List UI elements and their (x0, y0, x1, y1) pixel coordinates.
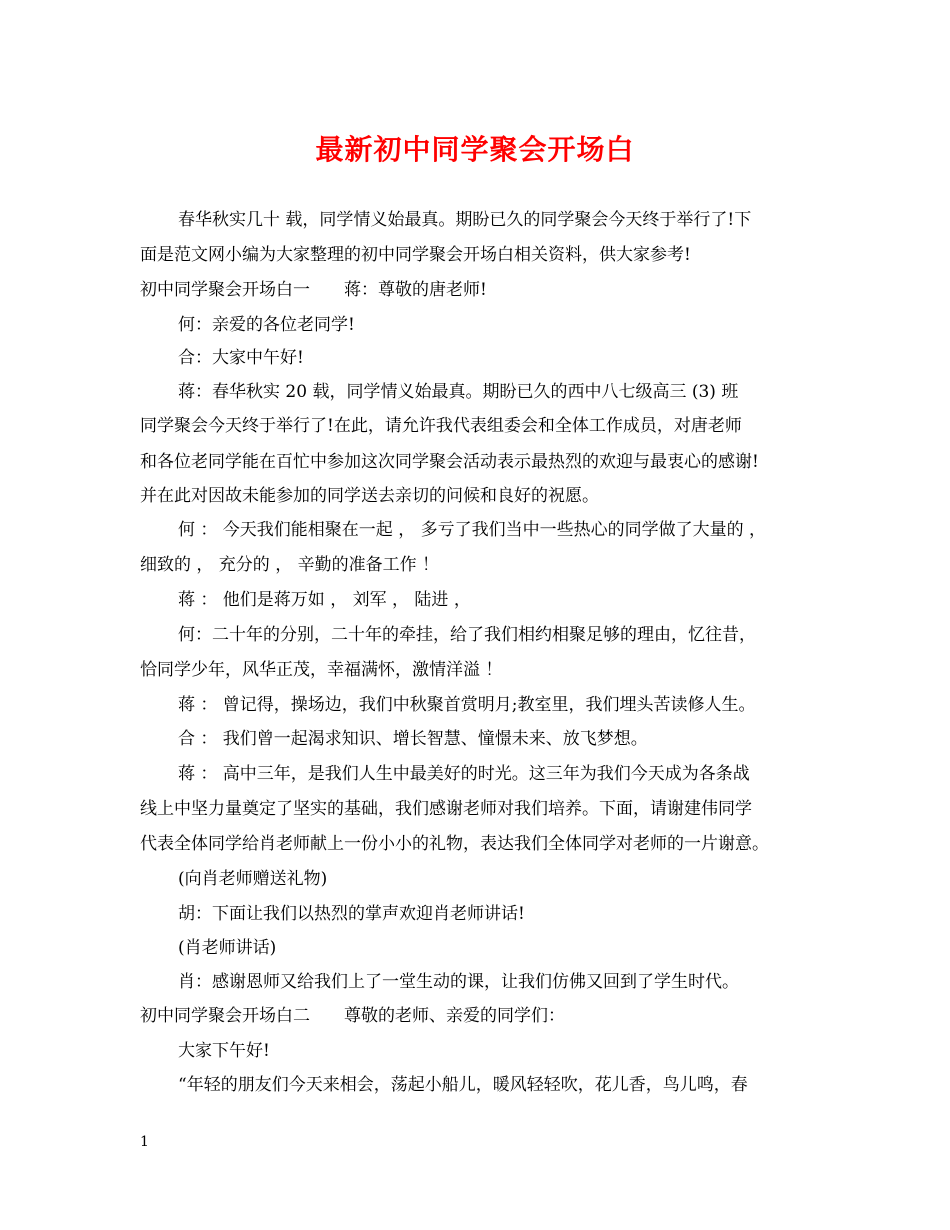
text-line: 和各位老同学能在百忙中参加这次同学聚会活动表示最热烈的欢迎与最衷心的感谢! (140, 452, 759, 472)
text-line: 蒋 ： 曾记得，操场边，我们中秋聚首赏明月;教室里，我们埋头苦读修人生。 (178, 695, 756, 715)
page-number: 1 (140, 1134, 149, 1150)
text-line: 初中同学聚会开场白一 蒋：尊敬的唐老师! (140, 280, 487, 300)
text-line: 恰同学少年，风华正茂，幸福满怀，激情洋溢 ！ (140, 660, 503, 680)
text-line: (向肖老师赠送礼物) (178, 869, 328, 889)
text-line: 何：二十年的分别，二十年的牵挂，给了我们相约相聚足够的理由，忆往昔， (178, 625, 756, 645)
text-line: 初中同学聚会开场白二 尊敬的老师、亲爱的同学们： (140, 1006, 565, 1026)
text-line: 面是范文网小编为大家整理的初中同学聚会开场白相关资料，供大家参考! (140, 245, 691, 265)
text-line: 肖：感谢恩师又给我们上了一堂生动的课，让我们仿佛又回到了学生时代。 (178, 972, 739, 992)
text-line: 胡：下面让我们以热烈的掌声欢迎肖老师讲话! (178, 904, 525, 924)
text-line: 同学聚会今天终于举行了!在此，请允许我代表组委会和全体工作成员，对唐老师 (140, 416, 742, 436)
text-line: 并在此对因故未能参加的同学送去亲切的问候和良好的祝愿。 (140, 486, 599, 506)
text-line: 何：亲爱的各位老同学! (178, 315, 355, 335)
text-line: 大家下午好! (178, 1041, 270, 1061)
text-line: 何 ： 今天我们能相聚在一起 ， 多亏了我们当中一些热心的同学做了大量的 ， (178, 520, 767, 540)
text-line: “年轻的朋友们今天来相会，荡起小船儿，暖风轻轻吹，花儿香，鸟儿鸣，春 (178, 1075, 748, 1095)
text-line: (肖老师讲话) (178, 938, 277, 958)
text-line: 合 ： 我们曾一起渴求知识、增长智慧、憧憬未来、放飞梦想。 (178, 729, 648, 749)
text-line: 蒋：春华秋实 20 载，同学情义始最真。期盼已久的西中八七级高三 (3) 班 (178, 382, 739, 402)
document-title: 最新初中同学聚会开场白 (315, 133, 635, 166)
text-line: 春华秋实几十 载，同学情义始最真。期盼已久的同学聚会今天终于举行了!下 (178, 210, 752, 230)
text-line: 蒋 ： 他们是蒋万如 ， 刘军 ， 陆进 ， (178, 590, 471, 610)
text-line: 代表全体同学给肖老师献上一份小小的礼物，表达我们全体同学对老师的一片谢意。 (140, 834, 769, 854)
text-line: 细致的 ， 充分的 ， 辛勤的准备工作 ！ (140, 555, 440, 575)
text-line: 线上中坚力量奠定了坚实的基础，我们感谢老师对我们培养。下面，请谢建伟同学 (140, 799, 752, 819)
text-line: 合：大家中午好! (178, 348, 304, 368)
text-line: 蒋 ： 高中三年，是我们人生中最美好的时光。这三年为我们今天成为各条战 (178, 764, 750, 784)
